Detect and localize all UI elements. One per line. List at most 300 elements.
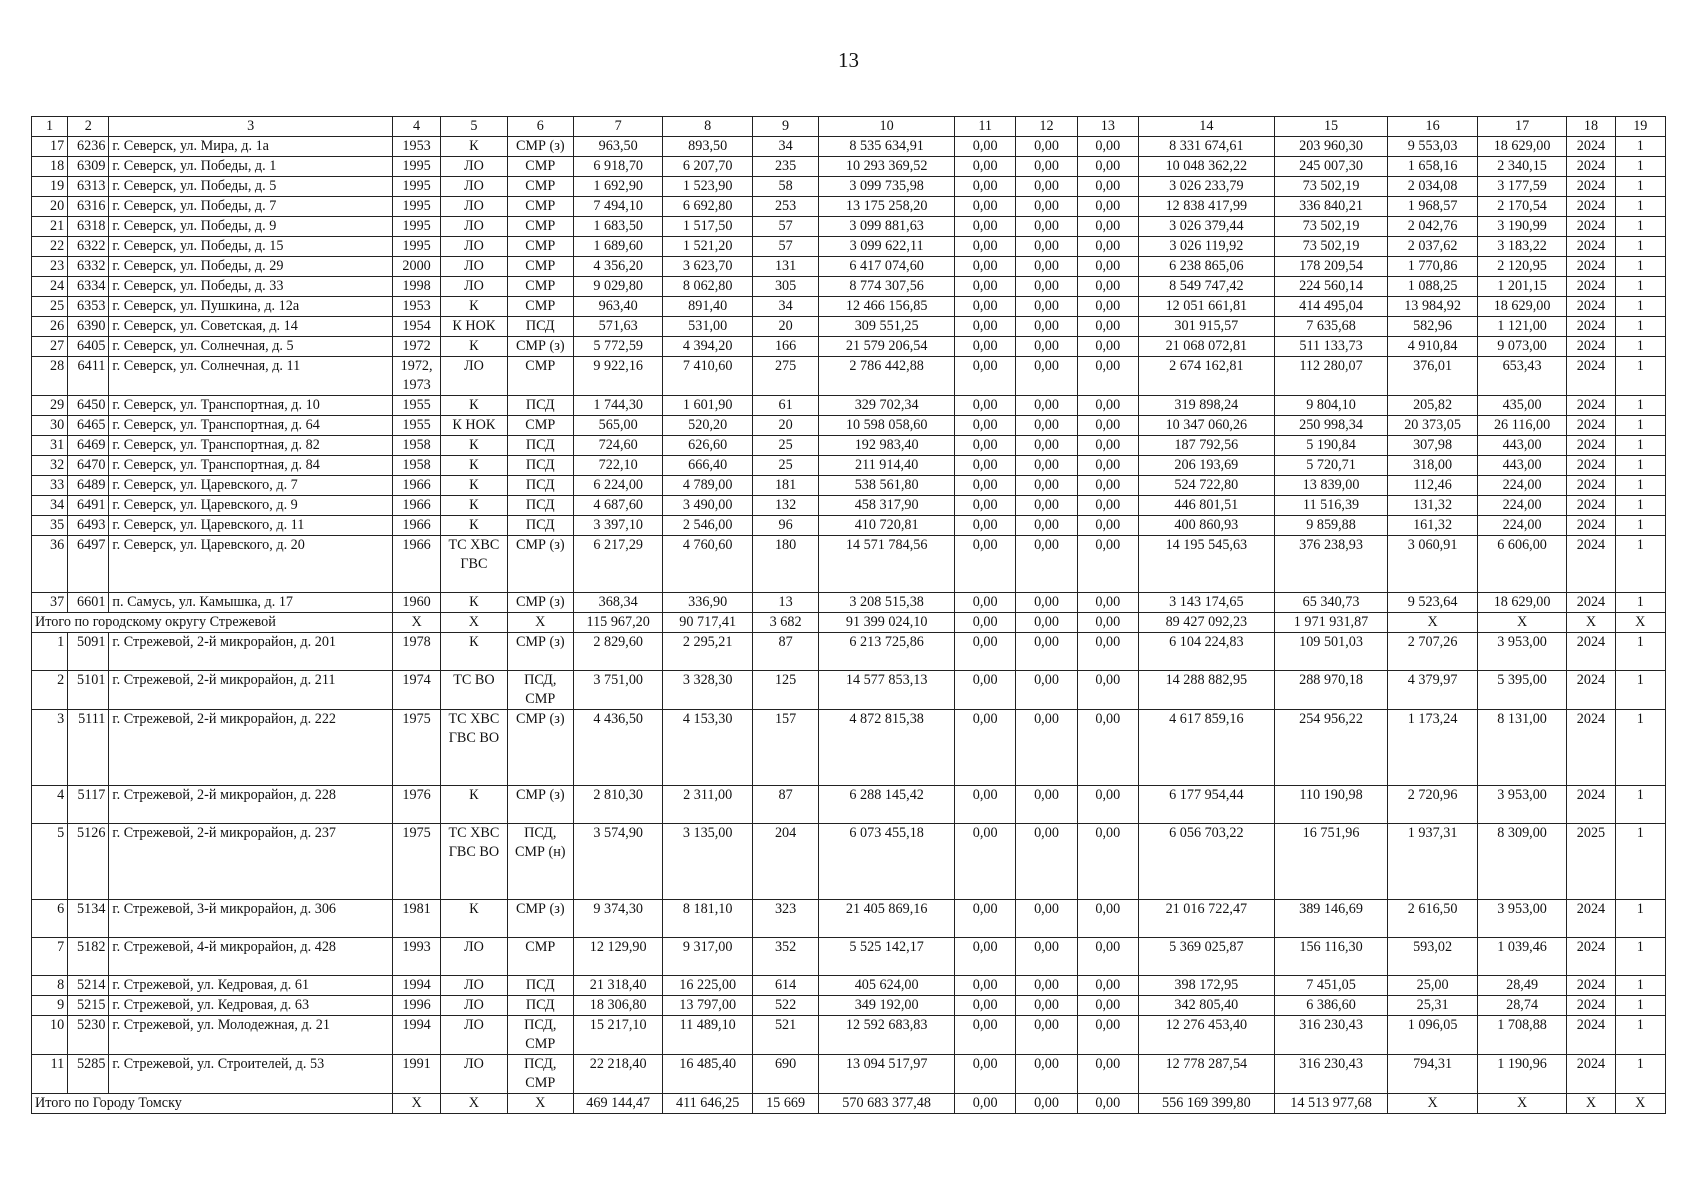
table-cell: 0,00 [955, 237, 1016, 257]
table-cell: 0,00 [955, 177, 1016, 197]
table-cell: 0,00 [1016, 177, 1077, 197]
table-cell: 0,00 [1077, 456, 1138, 476]
table-row [32, 396, 1666, 416]
table-cell: ТС ХВС ГВС ВО [441, 710, 507, 786]
table-cell: 1 [1615, 496, 1665, 516]
table-cell: 0,00 [955, 357, 1016, 396]
table-cell: 0,00 [1077, 197, 1138, 217]
table-cell: 2024 [1567, 317, 1615, 337]
table-row [32, 710, 1666, 786]
table-cell: 0,00 [1016, 710, 1077, 786]
table-cell: 28,49 [1477, 976, 1566, 996]
table-cell: 20 [752, 416, 818, 436]
table-cell: 7 494,10 [573, 197, 662, 217]
table-cell: 1996 [392, 996, 440, 1016]
table-cell: 3 490,00 [663, 496, 752, 516]
table-cell: 7 [32, 938, 68, 976]
table-cell: 2024 [1567, 536, 1615, 593]
column-number: 6 [507, 117, 573, 137]
table-cell: 28,74 [1477, 996, 1566, 1016]
table-cell: ПСД [507, 317, 573, 337]
table-cell: 458 317,90 [819, 496, 955, 516]
table-cell: 18 629,00 [1477, 137, 1566, 157]
table-cell: 254 956,22 [1274, 710, 1388, 786]
table-cell: 12 838 417,99 [1138, 197, 1274, 217]
table-cell: 1 [1615, 824, 1665, 900]
table-cell: 0,00 [955, 217, 1016, 237]
table-cell: 0,00 [1077, 217, 1138, 237]
table-cell: 0,00 [1016, 237, 1077, 257]
table-cell: 1 [1615, 436, 1665, 456]
table-cell: 8 131,00 [1477, 710, 1566, 786]
table-cell: 5 525 142,17 [819, 938, 955, 976]
table-cell: 3 026 119,92 [1138, 237, 1274, 257]
table-cell: 0,00 [955, 436, 1016, 456]
table-cell: 11 489,10 [663, 1016, 752, 1055]
table-cell: 1954 [392, 317, 440, 337]
table-cell: 73 502,19 [1274, 177, 1388, 197]
table-cell: 2 810,30 [573, 786, 662, 824]
table-cell: 0,00 [955, 996, 1016, 1016]
table-cell: 15 669 [752, 1094, 818, 1114]
table-cell: 125 [752, 671, 818, 710]
table-cell: 5 190,84 [1274, 436, 1388, 456]
table-cell: 9 523,64 [1388, 593, 1477, 613]
table-cell: 12 051 661,81 [1138, 297, 1274, 317]
table-cell: 4 872 815,38 [819, 710, 955, 786]
table-cell: 398 172,95 [1138, 976, 1274, 996]
table-cell: 8 331 674,61 [1138, 137, 1274, 157]
table-cell: 5101 [68, 671, 109, 710]
table-cell: 593,02 [1388, 938, 1477, 976]
table-cell: 13 175 258,20 [819, 197, 955, 217]
table-cell: 963,40 [573, 297, 662, 317]
table-cell: 115 967,20 [573, 613, 662, 633]
table-cell: 20 [752, 317, 818, 337]
table-cell: 4 760,60 [663, 536, 752, 593]
table-cell: 109 501,03 [1274, 633, 1388, 671]
table-cell: 6 606,00 [1477, 536, 1566, 593]
table-cell: 8 774 307,56 [819, 277, 955, 297]
column-number: 12 [1016, 117, 1077, 137]
table-cell: 1972, 1973 [392, 357, 440, 396]
table-cell: 653,43 [1477, 357, 1566, 396]
table-cell: 26 [32, 317, 68, 337]
table-cell: 6411 [68, 357, 109, 396]
table-cell: 161,32 [1388, 516, 1477, 536]
table-cell: 224,00 [1477, 476, 1566, 496]
table-cell: 0,00 [1016, 277, 1077, 297]
table-cell: К НОК [441, 416, 507, 436]
column-number: 11 [955, 117, 1016, 137]
table-cell: 1966 [392, 476, 440, 496]
table-cell: 0,00 [1016, 633, 1077, 671]
table-cell: К НОК [441, 317, 507, 337]
table-cell: 206 193,69 [1138, 456, 1274, 476]
table-cell: 1 [1615, 593, 1665, 613]
table-cell: 166 [752, 337, 818, 357]
table-cell: 275 [752, 357, 818, 396]
table-cell: ТС ВО [441, 671, 507, 710]
table-cell: 4 617 859,16 [1138, 710, 1274, 786]
table-cell: 9 804,10 [1274, 396, 1388, 416]
table-cell: 13 [752, 593, 818, 613]
table-cell: 565,00 [573, 416, 662, 436]
table-cell: 0,00 [1077, 536, 1138, 593]
table-cell: 3 953,00 [1477, 633, 1566, 671]
table-cell: 73 502,19 [1274, 237, 1388, 257]
table-cell: 157 [752, 710, 818, 786]
table-cell: 4 910,84 [1388, 337, 1477, 357]
table-cell: 1 [1615, 633, 1665, 671]
table-row [32, 938, 1666, 976]
table-cell: 511 133,73 [1274, 337, 1388, 357]
table-cell: п. Самусь, ул. Камышка, д. 17 [109, 593, 393, 613]
table-cell: 3 143 174,65 [1138, 593, 1274, 613]
table-cell: К [441, 593, 507, 613]
table-cell: Х [1388, 1094, 1477, 1114]
table-cell: 0,00 [1016, 396, 1077, 416]
table-cell: 2024 [1567, 633, 1615, 671]
table-cell: 1958 [392, 456, 440, 476]
table-cell: 5134 [68, 900, 109, 938]
table-cell: 2 720,96 [1388, 786, 1477, 824]
table-cell: 0,00 [1077, 824, 1138, 900]
table-cell: 2 295,21 [663, 633, 752, 671]
table-cell: СМР (з) [507, 786, 573, 824]
table-cell: 0,00 [1077, 1055, 1138, 1094]
table-cell: 319 898,24 [1138, 396, 1274, 416]
table-row [32, 900, 1666, 938]
table-cell: 1955 [392, 396, 440, 416]
table-row [32, 593, 1666, 613]
table-cell: СМР [507, 416, 573, 436]
table-cell: 1974 [392, 671, 440, 710]
table-cell: 0,00 [1077, 396, 1138, 416]
table-cell: 32 [32, 456, 68, 476]
table-cell: 376 238,93 [1274, 536, 1388, 593]
table-row [32, 177, 1666, 197]
table-cell: 6497 [68, 536, 109, 593]
table-cell: Х [1388, 613, 1477, 633]
column-number-row [32, 117, 1666, 137]
table-cell: ПСД [507, 976, 573, 996]
table-cell: 12 466 156,85 [819, 297, 955, 317]
table-cell: 178 209,54 [1274, 257, 1388, 277]
table-cell: г. Стрежевой, 4-й микрорайон, д. 428 [109, 938, 393, 976]
table-cell: 3 [32, 710, 68, 786]
table-cell: 110 190,98 [1274, 786, 1388, 824]
table-cell: 2024 [1567, 456, 1615, 476]
table-cell: 1 [1615, 257, 1665, 277]
table-cell: 3 190,99 [1477, 217, 1566, 237]
table-cell: г. Северск, ул. Царевского, д. 9 [109, 496, 393, 516]
table-cell: СМР [507, 938, 573, 976]
table-cell: 33 [32, 476, 68, 496]
total-label: Итого по городскому округу Стрежевой [32, 613, 393, 633]
table-cell: 2024 [1567, 496, 1615, 516]
table-cell: 2 786 442,88 [819, 357, 955, 396]
table-cell: 376,01 [1388, 357, 1477, 396]
table-cell: 0,00 [1016, 976, 1077, 996]
table-cell: 5 [32, 824, 68, 900]
table-cell: 0,00 [1016, 786, 1077, 824]
table-cell: 1 [1615, 297, 1665, 317]
table-cell: 0,00 [1016, 157, 1077, 177]
table-cell: 0,00 [1077, 337, 1138, 357]
column-number: 2 [68, 117, 109, 137]
table-cell: 2024 [1567, 593, 1615, 613]
table-cell: 0,00 [1016, 671, 1077, 710]
table-cell: 0,00 [1077, 237, 1138, 257]
table-cell: 0,00 [955, 257, 1016, 277]
table-cell: 0,00 [1077, 496, 1138, 516]
total-label: Итого по Городу Томску [32, 1094, 393, 1114]
table-cell: г. Стрежевой, 2-й микрорайон, д. 201 [109, 633, 393, 671]
table-cell: ПСД [507, 496, 573, 516]
table-cell: К [441, 786, 507, 824]
table-cell: 211 914,40 [819, 456, 955, 476]
table-cell: 0,00 [1016, 337, 1077, 357]
table-cell: 11 [32, 1055, 68, 1094]
table-cell: 22 218,40 [573, 1055, 662, 1094]
table-cell: 15 217,10 [573, 1016, 662, 1055]
table-cell: г. Северск, ул. Мира, д. 1а [109, 137, 393, 157]
table-cell: 1 [1615, 900, 1665, 938]
table-row [32, 297, 1666, 317]
table-cell: СМР [507, 357, 573, 396]
table-cell: 29 [32, 396, 68, 416]
table-cell: ЛО [441, 237, 507, 257]
table-cell: 0,00 [1077, 157, 1138, 177]
table-cell: 0,00 [1016, 357, 1077, 396]
table-cell: 411 646,25 [663, 1094, 752, 1114]
total-row [32, 613, 1666, 633]
table-cell: СМР [507, 237, 573, 257]
table-cell: 1955 [392, 416, 440, 436]
table-cell: 414 495,04 [1274, 297, 1388, 317]
table-cell: 34 [32, 496, 68, 516]
table-cell: 204 [752, 824, 818, 900]
table-cell: 25,00 [1388, 976, 1477, 996]
table-cell: К [441, 337, 507, 357]
table-cell: 524 722,80 [1138, 476, 1274, 496]
table-cell: 2024 [1567, 257, 1615, 277]
table-cell: 0,00 [1077, 257, 1138, 277]
table-row [32, 337, 1666, 357]
table-cell: 446 801,51 [1138, 496, 1274, 516]
table-cell: 0,00 [1077, 671, 1138, 710]
table-row [32, 137, 1666, 157]
table-cell: 13 984,92 [1388, 297, 1477, 317]
table-cell: 0,00 [1077, 900, 1138, 938]
table-cell: 12 129,90 [573, 938, 662, 976]
table-cell: 181 [752, 476, 818, 496]
table-cell: 0,00 [1016, 317, 1077, 337]
table-cell: 6491 [68, 496, 109, 516]
table-cell: 6353 [68, 297, 109, 317]
table-cell: К [441, 476, 507, 496]
table-cell: 521 [752, 1016, 818, 1055]
table-cell: 0,00 [1077, 633, 1138, 671]
table-cell: 30 [32, 416, 68, 436]
table-cell: 7 451,05 [1274, 976, 1388, 996]
table-cell: 6236 [68, 137, 109, 157]
table-cell: 34 [752, 137, 818, 157]
table-cell: 0,00 [1077, 416, 1138, 436]
table-cell: 6 217,29 [573, 536, 662, 593]
table-cell: 0,00 [1016, 613, 1077, 633]
table-cell: Х [1615, 613, 1665, 633]
table-cell: 6493 [68, 516, 109, 536]
table-cell: г. Северск, ул. Транспортная, д. 82 [109, 436, 393, 456]
table-cell: 13 094 517,97 [819, 1055, 955, 1094]
table-cell: 5091 [68, 633, 109, 671]
table-row [32, 157, 1666, 177]
table-cell: 0,00 [1016, 496, 1077, 516]
table-cell: 1 [1615, 536, 1665, 593]
table-cell: ЛО [441, 1016, 507, 1055]
table-cell: 0,00 [1077, 317, 1138, 337]
table-cell: 112,46 [1388, 476, 1477, 496]
table-cell: г. Северск, ул. Победы, д. 33 [109, 277, 393, 297]
table-cell: 389 146,69 [1274, 900, 1388, 938]
table-cell: 16 485,40 [663, 1055, 752, 1094]
table-cell: 405 624,00 [819, 976, 955, 996]
table-cell: 4 687,60 [573, 496, 662, 516]
table-cell: 3 026 233,79 [1138, 177, 1274, 197]
table-cell: Х [441, 1094, 507, 1114]
table-cell: г. Стрежевой, 2-й микрорайон, д. 237 [109, 824, 393, 900]
table-cell: 224,00 [1477, 496, 1566, 516]
table-cell: К [441, 297, 507, 317]
table-cell: 17 [32, 137, 68, 157]
table-cell: г. Северск, ул. Советская, д. 14 [109, 317, 393, 337]
table-cell: 5 772,59 [573, 337, 662, 357]
table-cell: 6 073 455,18 [819, 824, 955, 900]
table-cell: 7 635,68 [1274, 317, 1388, 337]
table-cell: 187 792,56 [1138, 436, 1274, 456]
table-row [32, 996, 1666, 1016]
table-cell: 28 [32, 357, 68, 396]
table-cell: 1 [1615, 137, 1665, 157]
table-cell: 0,00 [955, 593, 1016, 613]
table-cell: 724,60 [573, 436, 662, 456]
table-cell: 7 410,60 [663, 357, 752, 396]
table-cell: 0,00 [1077, 786, 1138, 824]
table-cell: 0,00 [955, 536, 1016, 593]
table-cell: 253 [752, 197, 818, 217]
table-cell: 4 394,20 [663, 337, 752, 357]
column-number: 3 [109, 117, 393, 137]
table-cell: 1 039,46 [1477, 938, 1566, 976]
table-cell: г. Стрежевой, 3-й микрорайон, д. 306 [109, 900, 393, 938]
table-cell: 0,00 [1016, 1055, 1077, 1094]
table-cell: г. Северск, ул. Солнечная, д. 5 [109, 337, 393, 357]
table-cell: 3 682 [752, 613, 818, 633]
table-cell: 235 [752, 157, 818, 177]
table-cell: 2024 [1567, 396, 1615, 416]
table-cell: 131 [752, 257, 818, 277]
table-cell: 349 192,00 [819, 996, 955, 1016]
table-cell: 34 [752, 297, 818, 317]
table-cell: СМР [507, 277, 573, 297]
column-number: 19 [1615, 117, 1665, 137]
table-cell: 963,50 [573, 137, 662, 157]
table-row [32, 786, 1666, 824]
table-cell: 0,00 [1077, 593, 1138, 613]
table-cell: 5117 [68, 786, 109, 824]
table-cell: 14 288 882,95 [1138, 671, 1274, 710]
table-cell: 0,00 [1077, 996, 1138, 1016]
table-cell: 5182 [68, 938, 109, 976]
table-cell: СМР [507, 217, 573, 237]
table-cell: 4 436,50 [573, 710, 662, 786]
table-cell: 4 153,30 [663, 710, 752, 786]
table-cell: 37 [32, 593, 68, 613]
table-cell: 1 601,90 [663, 396, 752, 416]
table-cell: 112 280,07 [1274, 357, 1388, 396]
table-cell: 4 379,97 [1388, 671, 1477, 710]
table-cell: 1 121,00 [1477, 317, 1566, 337]
table-cell: 205,82 [1388, 396, 1477, 416]
total-row [32, 1094, 1666, 1114]
table-cell: СМР (з) [507, 633, 573, 671]
table-cell: 3 099 881,63 [819, 217, 955, 237]
table-cell: 2024 [1567, 436, 1615, 456]
table-cell: 1 [1615, 237, 1665, 257]
table-cell: 1 971 931,87 [1274, 613, 1388, 633]
table-cell: К [441, 496, 507, 516]
table-cell: 0,00 [1077, 710, 1138, 786]
table-cell: 1 [1615, 516, 1665, 536]
table-cell: 1991 [392, 1055, 440, 1094]
table-cell: 1 [1615, 1016, 1665, 1055]
table-cell: 0,00 [955, 786, 1016, 824]
table-cell: 6601 [68, 593, 109, 613]
table-cell: 8 549 747,42 [1138, 277, 1274, 297]
table-cell: СМР (з) [507, 536, 573, 593]
table-cell: СМР (з) [507, 593, 573, 613]
table-cell: Х [507, 613, 573, 633]
table-cell: 6334 [68, 277, 109, 297]
table-cell: 6 224,00 [573, 476, 662, 496]
table-cell: 18 306,80 [573, 996, 662, 1016]
table-cell: 6 288 145,42 [819, 786, 955, 824]
table-cell: ПСД [507, 436, 573, 456]
table-row [32, 257, 1666, 277]
table-cell: 2024 [1567, 900, 1615, 938]
table-cell: 3 397,10 [573, 516, 662, 536]
table-cell: 1975 [392, 710, 440, 786]
table-cell: 3 060,91 [1388, 536, 1477, 593]
table-cell: 2024 [1567, 217, 1615, 237]
table-cell: 1 744,30 [573, 396, 662, 416]
table-cell: 0,00 [955, 317, 1016, 337]
table-cell: 0,00 [1016, 996, 1077, 1016]
column-number: 1 [32, 117, 68, 137]
table-cell: 1 [1615, 1055, 1665, 1094]
table-cell: г. Северск, ул. Пушкина, д. 12а [109, 297, 393, 317]
table-cell: 1 770,86 [1388, 257, 1477, 277]
table-cell: 570 683 377,48 [819, 1094, 955, 1114]
table-cell: 2024 [1567, 137, 1615, 157]
table-cell: г. Северск, ул. Транспортная, д. 10 [109, 396, 393, 416]
table-cell: 0,00 [1016, 416, 1077, 436]
table-cell: 9 374,30 [573, 900, 662, 938]
table-cell: 0,00 [955, 633, 1016, 671]
table-cell: 6465 [68, 416, 109, 436]
